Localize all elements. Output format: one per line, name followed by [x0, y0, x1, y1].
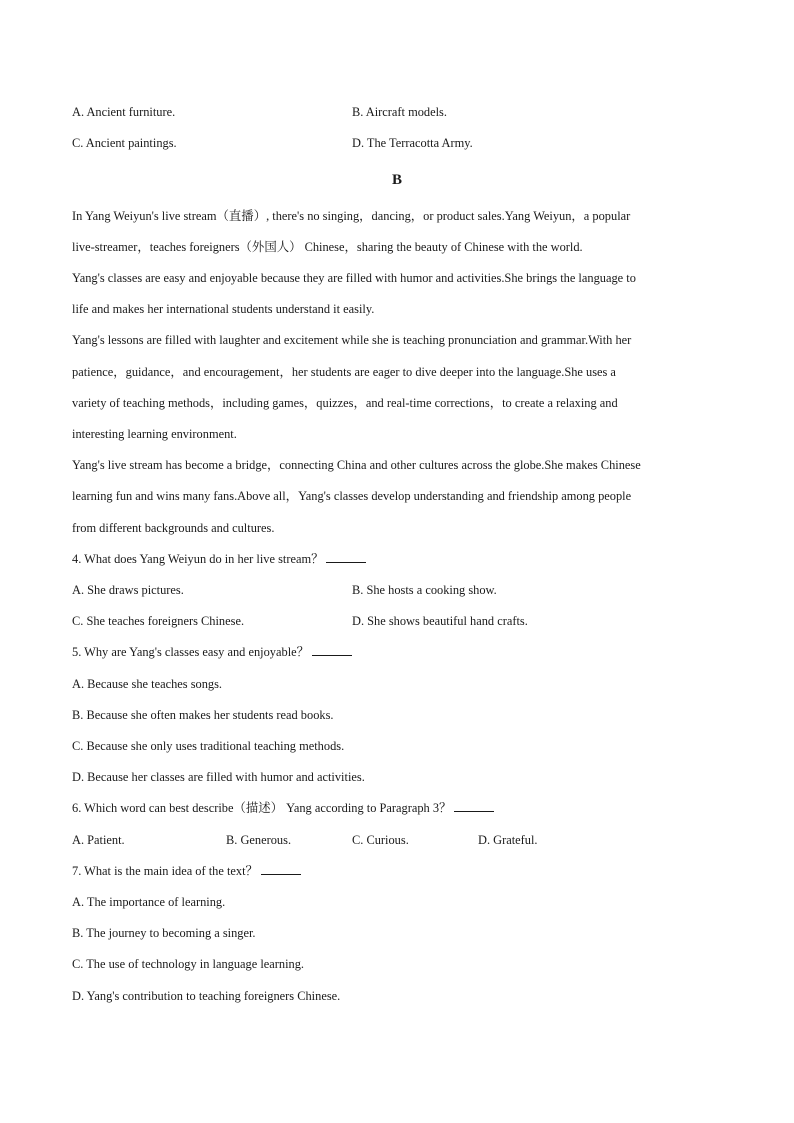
q6-option-b: B. Generous. [226, 833, 292, 847]
question-4-text: 4. What does Yang Weiyun do in her live stream？ [72, 552, 324, 566]
answer-blank[interactable] [326, 551, 366, 563]
question-6 [72, 800, 494, 816]
question-6-text: 6. Which word can best describe（描述） Yang according to Paragraph 3？ [72, 801, 452, 815]
passage-line: life and makes her international students understand it easily. [72, 302, 375, 316]
passage-line: variety of teaching methods，including games，quizzes，and real-time corrections，to create a relaxing and [72, 396, 618, 410]
section-heading: B [391, 172, 402, 188]
q7-option-a: A. The importance of learning. [72, 895, 226, 909]
q7-option-b: B. The journey to becoming a singer. [72, 926, 256, 940]
option-b-prev: B. Aircraft models. [352, 105, 447, 119]
passage-line: interesting learning environment. [72, 427, 237, 441]
option-d-prev: D. The Terracotta Army. [352, 136, 473, 150]
q6-option-d: D. Grateful. [478, 833, 538, 847]
q6-option-c: C. Curious. [352, 833, 409, 847]
q7-option-d: D. Yang's contribution to teaching foreigners Chinese. [72, 989, 341, 1003]
q6-option-a: A. Patient. [72, 833, 125, 847]
question-5 [72, 644, 352, 660]
passage-line: Yang's classes are easy and enjoyable because they are filled with humor and activities.She brings the language to [72, 271, 636, 285]
question-7-text: 7. What is the main idea of the text？ [72, 864, 258, 878]
passage-line: In Yang Weiyun's live stream（直播）, there's no singing，dancing，or product sales.Yang Weiyun，a popular [72, 209, 631, 223]
q4-option-d: D. She shows beautiful hand crafts. [352, 614, 528, 628]
passage-line: Yang's lessons are filled with laughter and excitement while she is teaching pronunciation and grammar.With her [72, 333, 632, 347]
question-4 [72, 551, 366, 567]
q5-option-d: D. Because her classes are filled with humor and activities. [72, 770, 365, 784]
passage-line: learning fun and wins many fans.Above all，Yang's classes develop understanding and friendship among people [72, 489, 632, 503]
option-c-prev: C. Ancient paintings. [72, 136, 177, 150]
answer-blank[interactable] [454, 800, 494, 812]
question-5-text: 5. Why are Yang's classes easy and enjoyable？ [72, 645, 310, 659]
q5-option-b: B. Because she often makes her students read books. [72, 708, 334, 722]
q4-option-c: C. She teaches foreigners Chinese. [72, 614, 245, 628]
q5-option-a: A. Because she teaches songs. [72, 677, 223, 691]
question-7 [72, 863, 301, 879]
passage-line: from different backgrounds and cultures. [72, 521, 275, 535]
q7-option-c: C. The use of technology in language learning. [72, 957, 305, 971]
q5-option-c: C. Because she only uses traditional teaching methods. [72, 739, 345, 753]
answer-blank[interactable] [312, 644, 352, 656]
passage-line: live-streamer，teaches foreigners（外国人） Chinese，sharing the beauty of Chinese with the world. [72, 240, 583, 254]
passage-line: Yang's live stream has become a bridge，connecting China and other cultures across the globe.She makes Chinese [72, 458, 641, 472]
passage-line: patience，guidance，and encouragement，her students are eager to dive deeper into the language.She uses a [72, 365, 616, 379]
q4-option-b: B. She hosts a cooking show. [352, 583, 497, 597]
answer-blank[interactable] [261, 863, 301, 875]
q4-option-a: A. She draws pictures. [72, 583, 184, 597]
option-a-prev: A. Ancient furniture. [72, 105, 176, 119]
